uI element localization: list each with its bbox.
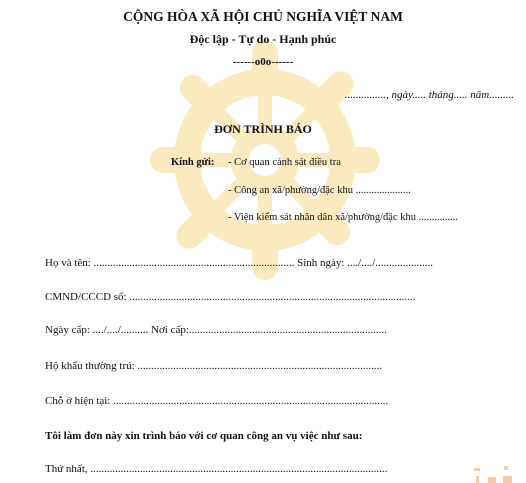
motto-heading: Độc lập - Tự do - Hạnh phúc (189, 32, 337, 46)
document-title: ĐƠN TRÌNH BÁO (214, 122, 312, 136)
recipient-label: Kính gửi: (171, 157, 215, 168)
recipient-item: - Cơ quan cảnh sát điều tra (228, 157, 341, 168)
logo-fragment-icon (470, 462, 520, 483)
recipient-item: - Viện kiểm sát nhân dân xã/phường/đặc khu ............... (228, 212, 459, 223)
recipient-item: - Công an xã/phường/đặc khu ..................... (228, 185, 411, 196)
field-residence: Chỗ ở hiện tại: .................................................................................................... (45, 395, 389, 407)
country-heading: CỘNG HÒA XÃ HỘI CHỦ NGHĨA VIỆT NAM (123, 9, 403, 24)
heading-separator: ------o0o------ (232, 56, 294, 68)
statement-heading: Tôi làm đơn này xin trình báo với cơ quan công an vụ việc như sau: (45, 430, 363, 442)
field-id-number: CMND/CCCD số: ........................................................................................................ (45, 291, 416, 303)
field-name-dob: Họ và tên: ......................................................................... Sinh ngày: ..../..../..................... (45, 257, 434, 269)
date-line: ..............., ngày..... tháng..... năm......... (344, 89, 514, 101)
field-household: Hộ khẩu thường trú: ......................................................................................... (45, 360, 383, 372)
field-issue-date-place: Ngày cấp: ..../..../.......... Nơi cấp:........................................................................ (45, 324, 387, 336)
field-first: Thứ nhất, ............................................................................................................ (45, 463, 388, 475)
